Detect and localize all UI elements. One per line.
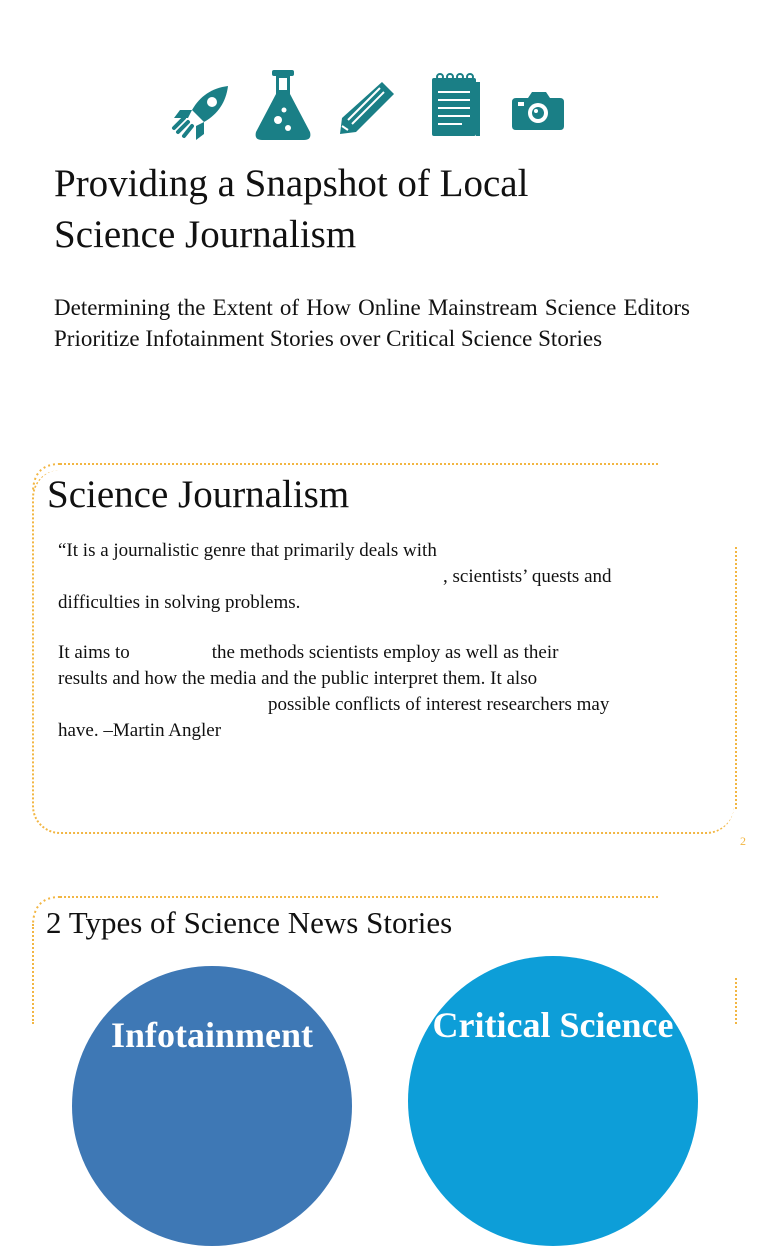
infotainment-label: Infotainment bbox=[110, 1015, 313, 1055]
notepad-icon bbox=[430, 72, 482, 138]
rocket-icon bbox=[170, 84, 232, 140]
slide3-left-border bbox=[32, 924, 34, 1024]
quote-line: , scientists’ quests and bbox=[443, 566, 612, 587]
section-heading: Science Journalism bbox=[47, 473, 350, 516]
flask-icon bbox=[254, 70, 312, 140]
camera-icon bbox=[512, 90, 564, 130]
subtitle: Determining the Extent of How Online Mainstream Science Editors Prioritize Infotainment Stories over Critical Science Stories bbox=[54, 295, 690, 351]
critical-science-circle bbox=[408, 956, 698, 1246]
slide3-top-border bbox=[60, 896, 658, 898]
slide2-top-border bbox=[60, 463, 658, 465]
quote-line: results and how the media and the public interpret them. It also bbox=[58, 668, 538, 689]
quote-line: difficulties in solving problems. bbox=[58, 592, 301, 613]
slide3-right-border bbox=[735, 978, 737, 1024]
quote-paragraph-1 bbox=[58, 538, 658, 616]
title-line-1: Providing a Snapshot of Local bbox=[54, 162, 529, 205]
quote-line: “It is a journalistic genre that primarily deals with bbox=[58, 540, 437, 561]
slide2-right-border bbox=[735, 547, 737, 809]
slide-number: 2 bbox=[740, 834, 746, 848]
page-title bbox=[54, 158, 694, 260]
infotainment-circle bbox=[72, 966, 352, 1246]
quote-line: possible conflicts of interest researchers may bbox=[268, 694, 610, 715]
quote-attribution: have. –Martin Angler bbox=[58, 720, 222, 741]
quote-paragraph-2 bbox=[58, 640, 658, 744]
section-heading-types: 2 Types of Science News Stories bbox=[46, 905, 453, 940]
quote-line: It aims to bbox=[58, 642, 130, 663]
pencil-icon bbox=[338, 80, 396, 134]
title-line-2: Science Journalism bbox=[54, 213, 357, 256]
icon-row bbox=[170, 70, 570, 140]
critical-science-label: Critical Science bbox=[432, 1005, 674, 1045]
quote-block bbox=[58, 538, 658, 768]
quote-line: the methods scientists employ as well as their bbox=[211, 642, 559, 663]
